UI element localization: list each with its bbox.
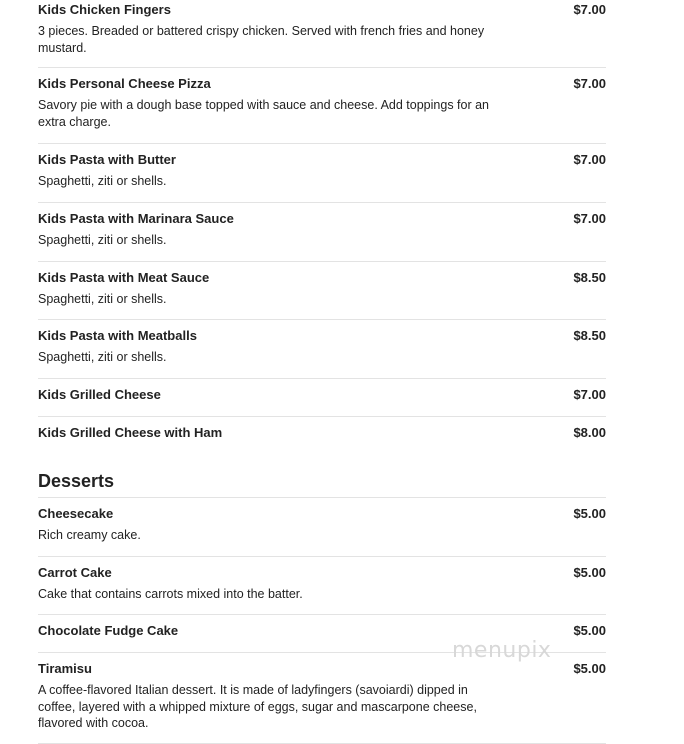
item-description: Spaghetti, ziti or shells. <box>38 350 167 364</box>
menu-item <box>38 379 606 417</box>
menu-item <box>38 417 606 453</box>
item-name: Kids Grilled Cheese <box>38 387 161 402</box>
menu-item <box>38 68 606 144</box>
item-price: $8.50 <box>573 270 606 285</box>
menu-item <box>38 653 606 744</box>
item-price: $5.00 <box>573 623 606 638</box>
menu-item <box>38 2 606 68</box>
item-name: Kids Chicken Fingers <box>38 2 171 17</box>
item-description: Spaghetti, ziti or shells. <box>38 233 167 247</box>
menu-item <box>38 203 606 262</box>
item-description: Spaghetti, ziti or shells. <box>38 292 167 306</box>
item-description: Cake that contains carrots mixed into the batter. <box>38 587 303 601</box>
item-name: Kids Pasta with Meatballs <box>38 328 197 343</box>
menu-item <box>38 498 606 557</box>
item-description: 3 pieces. Breaded or battered crispy chicken. Served with french fries and honey mustard. <box>38 24 485 55</box>
item-name: Kids Pasta with Marinara Sauce <box>38 211 234 226</box>
menu-item <box>38 262 606 320</box>
section-title: Desserts <box>38 471 115 491</box>
menu-list <box>38 0 606 744</box>
item-price: $5.00 <box>573 565 606 580</box>
item-description: Rich creamy cake. <box>38 528 141 542</box>
item-description: Spaghetti, ziti or shells. <box>38 174 167 188</box>
item-name: Kids Personal Cheese Pizza <box>38 76 211 91</box>
item-price: $7.00 <box>573 152 606 167</box>
item-name: Carrot Cake <box>38 565 112 580</box>
item-price: $8.50 <box>573 328 606 343</box>
item-description: A coffee-flavored Italian dessert. It is made of ladyfingers (savoiardi) dipped in coffee, layered with a whipped mixture of eggs, sugar and mascarpone cheese, flavored with cocoa. <box>38 683 477 730</box>
item-price: $5.00 <box>573 506 606 521</box>
item-price: $7.00 <box>573 2 606 17</box>
item-price: $7.00 <box>573 76 606 91</box>
menu-item <box>38 144 606 203</box>
item-name: Kids Grilled Cheese with Ham <box>38 425 223 440</box>
item-name: Chocolate Fudge Cake <box>38 623 179 638</box>
item-name: Kids Pasta with Butter <box>38 152 176 167</box>
item-name: Kids Pasta with Meat Sauce <box>38 270 210 285</box>
section-header <box>38 453 606 498</box>
menu-item <box>38 320 606 379</box>
item-description: Savory pie with a dough base topped with sauce and cheese. Add toppings for an extra charge. <box>38 98 490 129</box>
item-price: $7.00 <box>573 387 606 402</box>
item-name: Tiramisu <box>38 661 92 676</box>
item-price: $7.00 <box>573 211 606 226</box>
item-price: $5.00 <box>573 661 606 676</box>
item-name: Cheesecake <box>38 506 114 521</box>
menupix-watermark: menupix <box>452 638 552 663</box>
item-price: $8.00 <box>573 425 606 440</box>
menu-item <box>38 557 606 615</box>
